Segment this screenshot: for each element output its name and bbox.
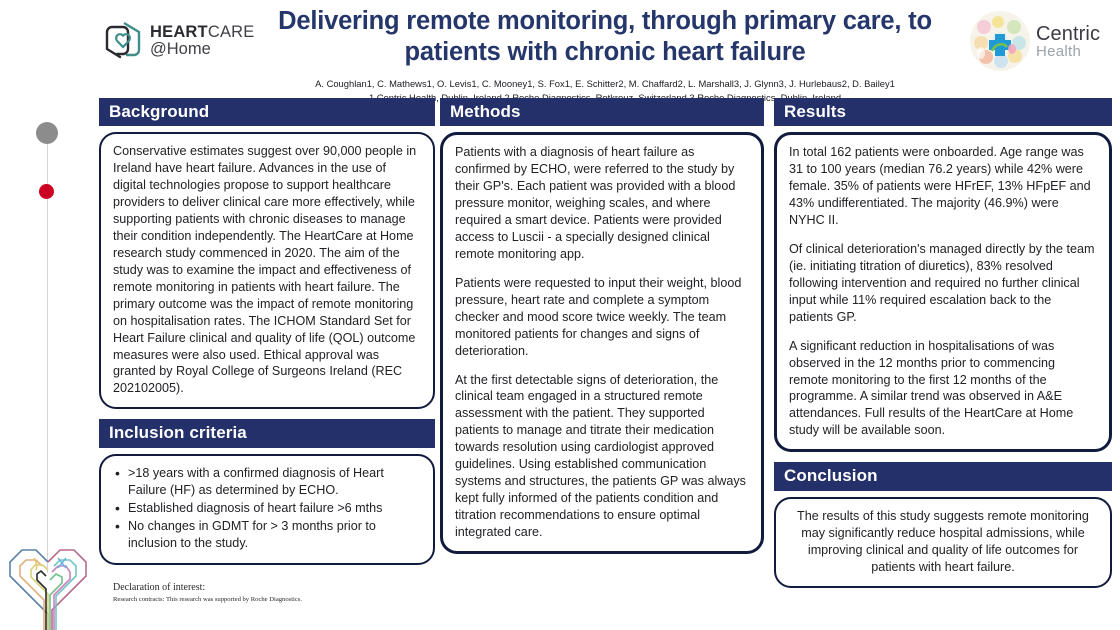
- section-box-methods: [440, 132, 764, 554]
- inclusion-criteria-block: [99, 419, 435, 565]
- declaration-body: Research contracts: This research was supported by Roche Diagnostics.: [113, 595, 303, 603]
- centric-health-logo: [968, 8, 1110, 74]
- heartcare-word-care: CARE: [207, 23, 255, 42]
- methods-paragraph-3: At the first detectable signs of deterioration, the clinical team engaged in a structured remote assessment with the patient. They supported patients to manage and titrate their medication towards resolution using cardiologist approved guidelines. Using established communication systems and structures, the patients GP was always kept fully informed of the patients condition and titration recommendations to ensure optimal integrated care.: [455, 372, 746, 539]
- column-background: [99, 98, 435, 565]
- methods-paragraph-2: Patients were requested to input their weight, blood pressure, heart rate and complete a symptom checker and mood score twice weekly. The team monitored patients for changes and signs of deterioration.: [455, 275, 742, 358]
- section-heading-methods: Methods: [440, 98, 764, 126]
- annotation-marker-gray[interactable]: [36, 122, 58, 144]
- conclusion-paragraph-1: The results of this study suggests remote monitoring may significantly reduce hospital admissions, while improving clinical and quality of life outcomes for patients with heart failure.: [797, 508, 1089, 574]
- author-list: A. Coughlan1, C. Mathews1, O. Levis1, C. Mooney1, S. Fox1, E. Schitter2, M. Chaffard2, L. Marshall3, J. Glynn3, J. Hurlebaus2, D. Bailey1: [315, 78, 895, 90]
- column-results: [774, 98, 1112, 588]
- list-item: • Established diagnosis of heart failure >6 mths: [113, 500, 421, 517]
- annotation-marker-red[interactable]: [39, 184, 54, 199]
- results-paragraph-1: In total 162 patients were onboarded. Age range was 31 to 100 years (median 76.2 years) while 42% were female. 35% of patients were HFrEF, 13% HFpEF and 43% undifferentiated. The majority (46.9%) were NYHC II.: [789, 145, 1091, 227]
- heartcare-word-athome: @Home: [150, 40, 211, 58]
- background-paragraph-1: Conservative estimates suggest over 90,000 people in Ireland have heart failure. Advances in the use of digital technologies propose to support healthcare providers to deliver clinical care more effectively, while supporting patients with chronic diseases to manage their condition independently. The HeartCare at Home research study commenced in 2020. The aim of the study was to examine the impact and effectiveness of remote monitoring in patients with heart failure. The primary outcome was the impact of remote monitoring on hospitalisation rates. The ICHOM Standard Set for Heart Failure clinical and quality of life (QOL) outcome measures were also used. Ethical approval was granted by Royal College of Surgeons Ireland (REC 202102005).: [113, 144, 417, 396]
- methods-paragraph-1: Patients with a diagnosis of heart failure as confirmed by ECHO, were referred to the study by their GP's. Each patient was provided with a blood pressure monitor, weighing scales, and where required a smart device. Patients were provided access to Luscii - a specially designed clinical remote monitoring app.: [455, 145, 736, 261]
- health-word: Health: [1036, 42, 1082, 60]
- centric-health-collage-icon: [968, 9, 1032, 73]
- page-title: Delivering remote monitoring, through primary care, to patients with chronic heart failure: [278, 7, 932, 67]
- section-box-inclusion-criteria: [99, 454, 435, 566]
- section-heading-conclusion: Conclusion: [774, 462, 1112, 490]
- heartcare-house-heart-icon: [99, 17, 145, 63]
- centric-health-wordmark: [1036, 24, 1100, 59]
- section-heading-inclusion-criteria: Inclusion criteria: [99, 419, 435, 447]
- heartcare-at-home-logo: [99, 14, 255, 66]
- conclusion-block: [774, 462, 1112, 588]
- section-box-conclusion: [774, 497, 1112, 589]
- title-block: [250, 6, 960, 104]
- column-methods: [440, 98, 764, 554]
- centric-word: Centric: [1036, 22, 1101, 45]
- inclusion-criteria-list: [113, 465, 421, 553]
- results-paragraph-3: A significant reduction in hospitalisations of was observed in the 12 months prior to commencing remote monitoring to the first 12 months of the programme. A similar trend was observed in A&E attendances. Full results of the HeartCare at Home study will be available soon.: [789, 338, 1074, 438]
- section-heading-background: Background: [99, 98, 435, 126]
- list-item: • >18 years with a confirmed diagnosis of Heart Failure (HF) as determined by ECHO.: [113, 465, 421, 499]
- declaration-of-interest: [113, 582, 413, 604]
- poster-header: [0, 0, 1120, 92]
- section-box-results: [774, 132, 1112, 452]
- annotation-rail-line: [47, 133, 48, 573]
- metro-heart-logo-icon: [2, 536, 94, 630]
- heartcare-wordmark: [150, 22, 255, 58]
- declaration-title: Declaration of interest:: [113, 582, 206, 593]
- list-item: • No changes in GDMT for > 3 months prior to inclusion to the study.: [113, 518, 421, 552]
- section-box-background: [99, 132, 435, 409]
- heartcare-word-heart: HEART: [150, 23, 208, 42]
- section-heading-results: Results: [774, 98, 1112, 126]
- results-paragraph-2: Of clinical deterioration's managed directly by the team (ie. initiating titration of diuretics), 83% resolved following intervention and required no further clinical input while 11% required escalation back to the patients GP.: [789, 241, 1095, 324]
